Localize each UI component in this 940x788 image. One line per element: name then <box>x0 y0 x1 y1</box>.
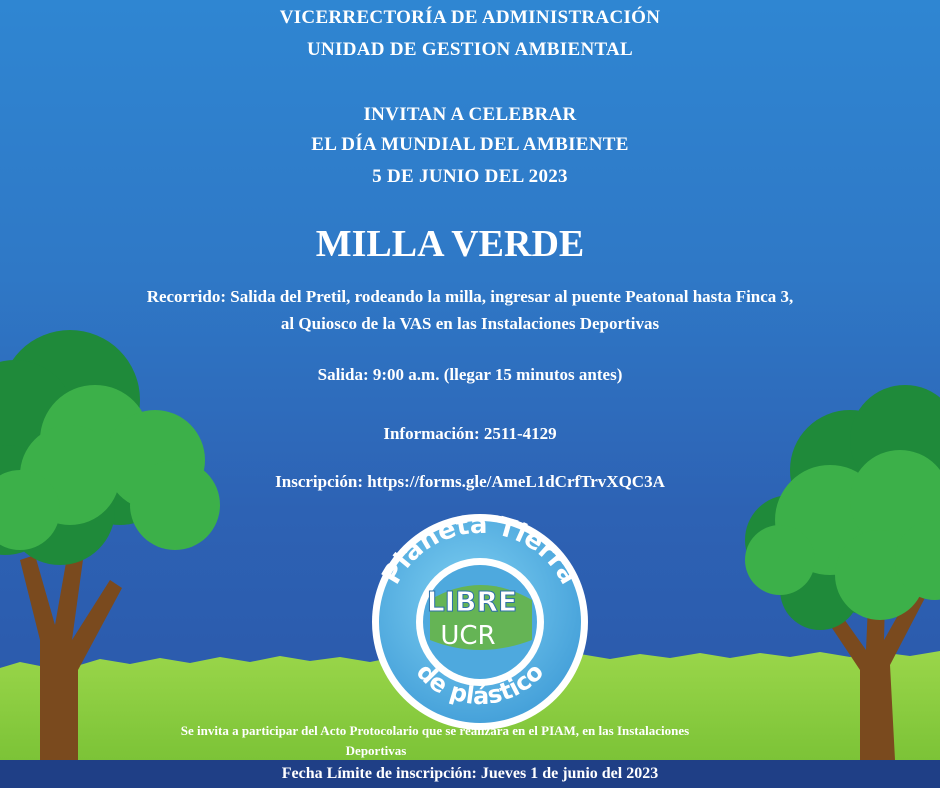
route-line1: Recorrido: Salida del Pretil, rodeando la milla, ingresar al puente Peatonal hasta Finca 3, <box>146 287 794 306</box>
contact-info: Información: 2511-4129 <box>383 424 557 443</box>
header-line2: UNIDAD DE GESTION AMBIENTAL <box>306 39 634 60</box>
logo-arc-bottom: de plástico <box>410 657 550 711</box>
departure-info: Salida: 9:00 a.m. (llegar 15 minutos antes) <box>317 365 623 384</box>
logo-center-text: LIBRE <box>426 585 518 618</box>
invite-line2: EL DÍA MUNDIAL DEL AMBIENTE <box>311 134 629 155</box>
route-line2: al Quiosco de la VAS en las Instalaciones Deportivas <box>280 314 660 333</box>
registration-link[interactable]: Inscripción: https://forms.gle/AmeL1dCrfTrvXQC3A <box>275 472 665 491</box>
header-line1: VICERRECTORÍA DE ADMINISTRACIÓN <box>279 7 661 28</box>
protocol-line2: Deportivas <box>345 743 407 758</box>
protocol-line1: Se invita a participar del Acto Protocolario que se realizara en el PIAM, en las Instalaciones <box>180 723 690 738</box>
logo-arc-top: Planeta Tierra <box>376 509 584 590</box>
invite-line1: INVITAN A CELEBRAR <box>363 104 577 125</box>
invite-line3: 5 DE JUNIO DEL 2023 <box>372 166 568 187</box>
event-title: MILLA VERDE <box>315 223 585 265</box>
deadline-footer: Fecha Límite de inscripción: Jueves 1 de junio del 2023 <box>0 760 940 788</box>
logo-sub-text: UCR <box>440 621 496 651</box>
